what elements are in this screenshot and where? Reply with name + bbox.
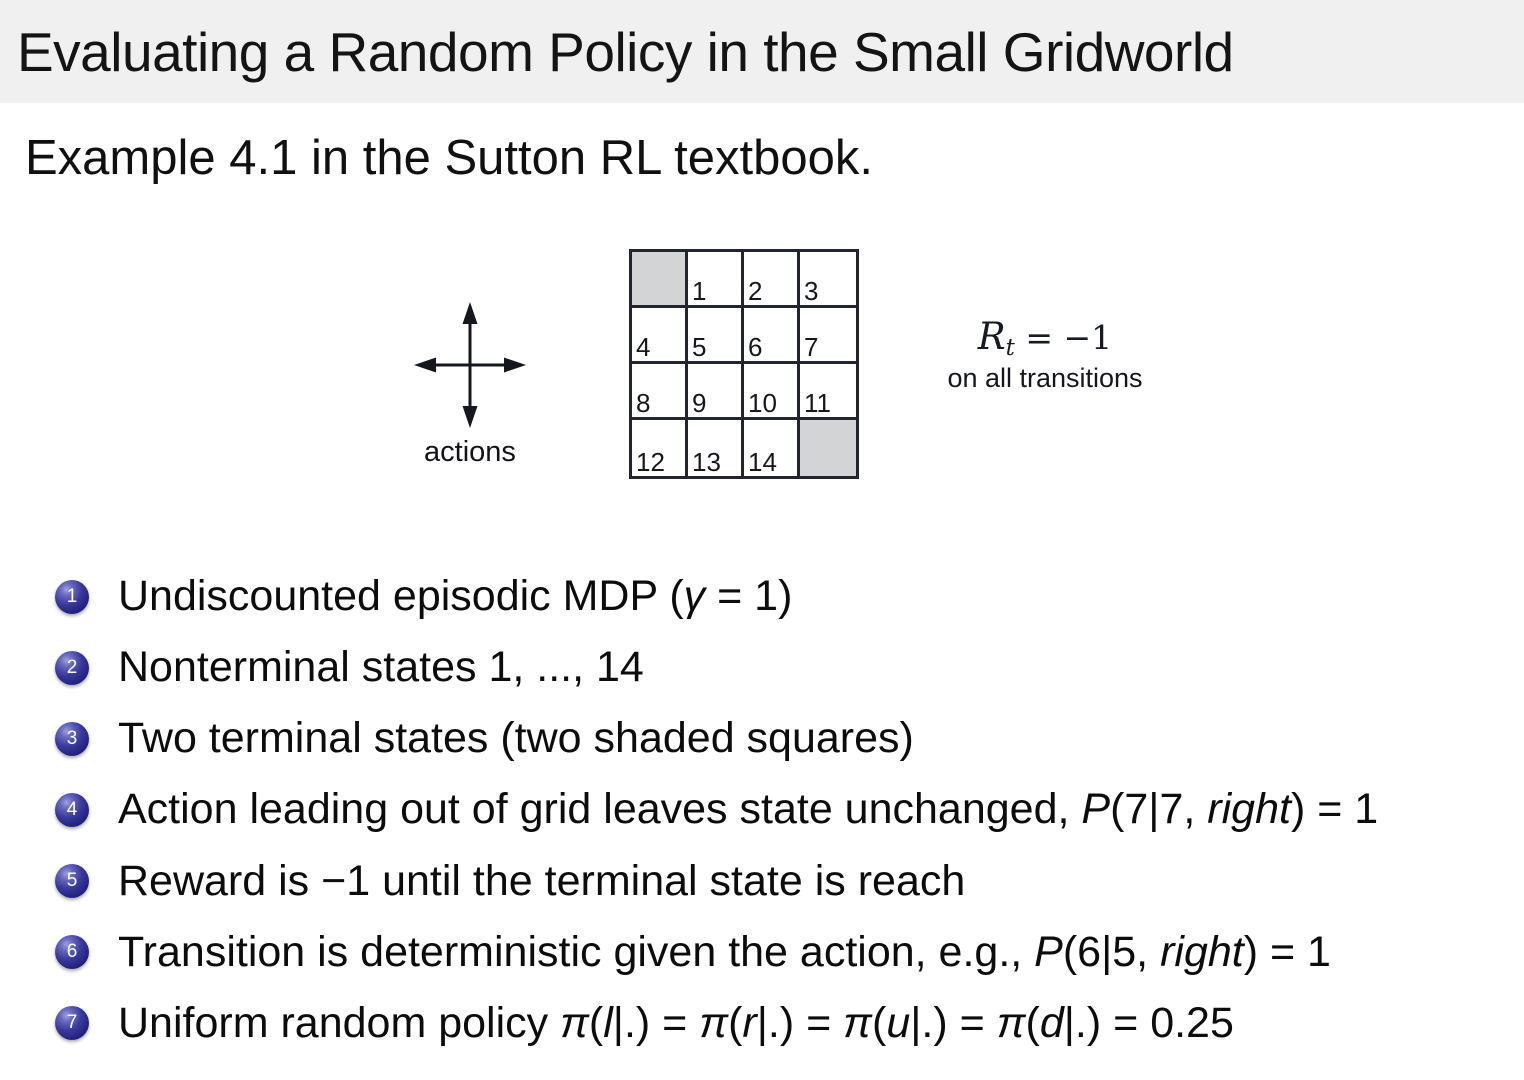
item-number-badge: 6 [55,935,89,969]
grid-cell [800,364,856,420]
text-segment: Transition is deterministic given the action, e.g., [118,927,1035,976]
text-segment: ( [1025,998,1040,1047]
grid-cell-label: 7 [804,332,819,362]
text-segment: Reward is [118,856,322,905]
text-segment: P [1034,927,1063,976]
slide-title-bar [0,0,1524,103]
text-segment: Nonterminal states [118,643,489,692]
text-segment: (6|5, [1062,927,1161,976]
grid-cell [744,364,800,420]
grid-cell-terminal [632,252,688,308]
text-segment: π [843,998,872,1047]
reward-caption: on all transitions [947,363,1143,394]
text-segment: ) = 1 [1243,927,1331,976]
four-direction-arrows-icon [405,296,535,434]
item-number-badge: 3 [55,722,89,756]
grid-cell [744,252,800,308]
grid-cell-label: 8 [636,388,651,418]
grid-cell [632,308,688,364]
text-segment: |.) = 0.25 [1063,998,1234,1047]
list-item [55,927,1514,976]
grid-cell-label: 3 [804,276,819,306]
list-item [55,856,1514,905]
item-text [118,787,1378,832]
text-segment: ( [588,998,604,1047]
list-item [55,787,1514,832]
text-segment: π [699,998,729,1047]
text-segment: d [1039,998,1064,1047]
page-title: Evaluating a Random Policy in the Small Gridworld [17,20,1234,83]
text-segment: ( [871,998,887,1047]
text-segment: right [1207,785,1291,834]
grid-cell-label: 2 [748,276,763,306]
text-segment: 1, ..., 14 [488,643,644,692]
grid-cell [632,364,688,420]
text-segment: γ [683,572,706,620]
grid-cell-label: 4 [636,332,651,362]
text-segment: P [1081,785,1111,834]
item-number-badge: 4 [55,793,89,827]
text-segment: l [603,998,613,1047]
slide-subtitle: Example 4.1 in the Sutton RL textbook. [25,131,874,185]
grid-cell [688,420,744,476]
text-segment: π [996,998,1026,1047]
grid-cell [800,308,856,364]
item-text [118,716,914,761]
text-segment: u [886,998,911,1047]
text-segment: ( [728,998,743,1047]
item-text [118,998,1234,1047]
list-item [55,716,1514,761]
grid-cell [688,364,744,420]
grid-cell-label: 6 [748,332,763,362]
item-number-badge: 7 [55,1006,89,1040]
gridworld-grid [629,249,859,479]
bullet-list [55,574,1514,1072]
grid-cell-label: 11 [804,388,831,418]
actions-label: actions [424,436,516,468]
text-segment: until the terminal state is reach [370,856,966,905]
item-number-badge: 1 [55,580,89,614]
item-number-badge: 2 [55,651,89,685]
text-segment: ( [669,572,684,620]
grid-cell-label: 9 [692,388,707,418]
grid-cell-label: 12 [636,447,665,477]
grid-cell [744,308,800,364]
grid-cell [688,308,744,364]
item-number-badge: 5 [55,864,89,898]
list-item [55,645,1514,690]
item-text [118,927,1331,976]
reward-annotation [880,315,1210,394]
grid-cell-terminal [800,420,856,476]
grid-cell [744,420,800,476]
item-text [118,856,966,905]
list-item [55,574,1514,619]
text-segment: = 1) [705,572,793,620]
text-segment: Action leading out of grid leaves state unchanged, [118,785,1082,834]
grid-cell [688,252,744,308]
text-segment: = −1 [1014,318,1113,357]
text-segment: π [560,998,589,1047]
text-segment: |.) = [910,998,997,1047]
grid-cell [800,252,856,308]
text-segment: (7|7, [1110,785,1208,834]
text-segment: |.) = [756,998,844,1047]
text-segment: ) = 1 [1290,785,1379,834]
text-segment: r [742,998,757,1047]
grid-cell-label: 13 [692,447,721,477]
text-segment: Undiscounted episodic MDP [118,572,670,620]
text-segment: right [1160,927,1244,976]
text-segment: −1 [321,856,371,905]
text-segment: t [1005,335,1015,361]
reward-formula [880,315,1210,361]
actions-figure [403,296,537,469]
item-text [118,574,792,619]
text-segment: R [977,315,1006,358]
grid-cell-label: 14 [748,447,777,477]
grid-cell-label: 1 [692,276,707,306]
text-segment: Two terminal states (two shaded squares) [118,714,914,763]
grid-cell [632,420,688,476]
grid-cell-label: 10 [748,388,777,418]
text-segment: Uniform random policy [118,998,561,1047]
grid-cell-label: 5 [692,332,707,362]
text-segment: |.) = [612,998,700,1047]
list-item [55,998,1514,1047]
item-text [118,645,644,690]
